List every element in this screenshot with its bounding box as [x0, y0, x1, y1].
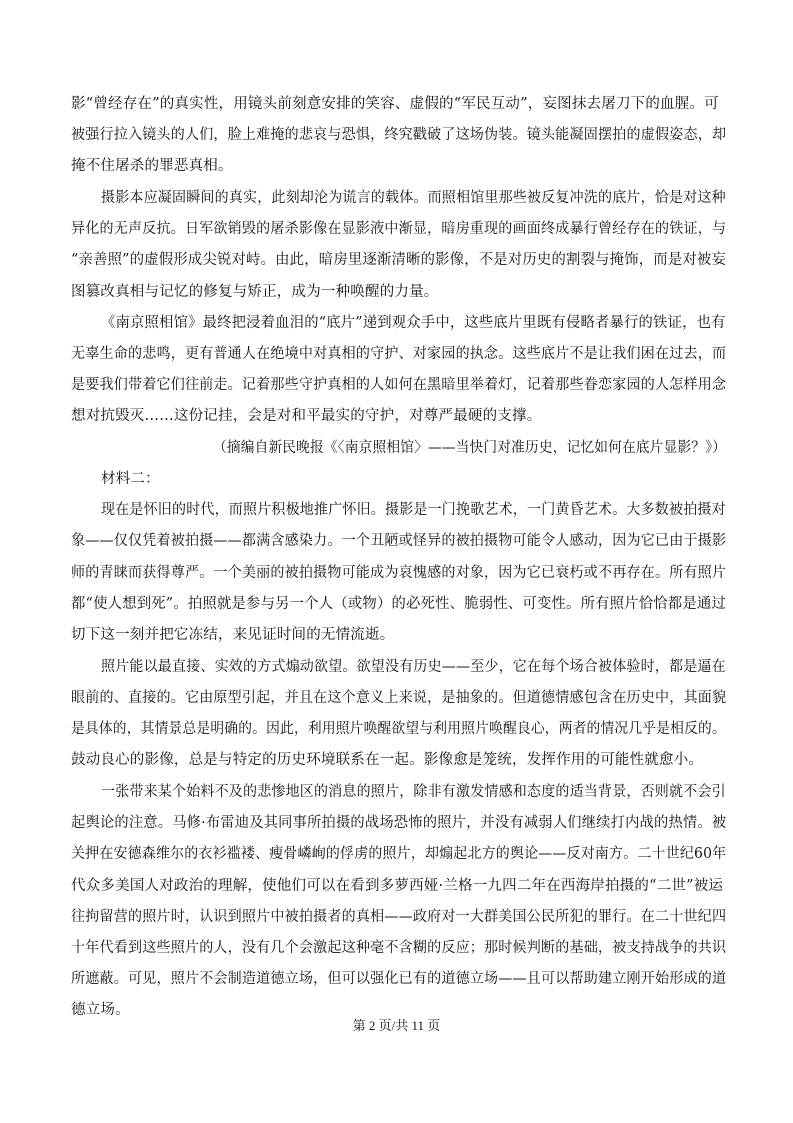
text-line: 影“曾经存在”的真实性，用镜头前刻意安排的笑容、虚假的“军民互动”，妄图抹去屠刀下的血腥。可	[71, 96, 719, 112]
text-line: 所遮蔽。可见，照片不会制造道德立场，但可以强化已有的道德立场——且可以帮助建立刚开始形成的道	[71, 971, 727, 987]
page-number: 第 2 页/共 11 页	[352, 1018, 441, 1033]
text-line: 十年代看到这些照片的人，没有几个会激起这种毫不含糊的反应；那时候判断的基础，被支持战争的共识	[71, 940, 727, 956]
text-line: 被强行拉入镜头的人们，脸上难掩的悲哀与恐惧，终究戳破了这场伪装。镜头能凝固摆拍的虚假姿态，却	[71, 127, 727, 143]
text-line: 一张带来某个始料不及的悲惨地区的消息的照片，除非有激发情感和态度的适当背景，否则就不会引	[101, 784, 726, 800]
text-line: 鼓动良心的影像，总是与特定的历史环境联系在一起。影像愈是笼统，发挥作用的可能性就愈小。	[71, 752, 704, 768]
text-line: 掩不住屠杀的罪恶真相。	[71, 158, 233, 174]
text-line: 象——仅仅凭着被拍摄——都满含感染力。一个丑陋或怪异的被拍摄物可能令人感动，因为它已由于摄影	[71, 533, 727, 549]
text-line: 照片能以最直接、实效的方式煽动欲望。欲望没有历史——至少，它在每个场合被体验时，都是逼在	[101, 659, 726, 675]
text-line: 异化的无声反抗。日军欲销毁的屠杀影像在显影液中渐显，暗房重现的画面终成暴行曾经存在的铁证，与	[71, 221, 727, 237]
text-line: 都“使人想到死”。拍照就是参与另一个人（或物）的必死性、脆弱性、可变性。所有照片恰恰都是通过	[71, 596, 727, 612]
text-line: 现在是怀旧的时代，而照片积极地推广怀旧。摄影是一门挽歌艺术，一门黄昏艺术。大多数被拍摄对	[101, 502, 726, 518]
text-line: 代众多美国人对政治的理解，使他们可以在看到多萝西娅·兰格一九四二年在西海岸拍摄的“二世”被运	[71, 878, 724, 894]
text-line: 是具体的，其情景总是明确的。因此，利用照片唤醒欲望与利用照片唤醒良心，两者的情况几乎是相反的。	[71, 721, 726, 737]
text-line: 德立场。	[71, 1002, 130, 1018]
source-citation: （摘编自新民晚报《〈南京照相馆〉——当快门对准历史，记忆如何在底片显影？》）	[213, 440, 727, 456]
text-line: 无辜生命的悲鸣，更有普通人在绝境中对真相的守护、对家园的执念。这些底片不是让我们困在过去，而	[71, 346, 727, 362]
section-heading: 材料二：	[101, 471, 160, 487]
text-line: “亲善照”的虚假形成尖锐对峙。由此，暗房里逐渐清晰的影像，不是对历史的割裂与掩饰，而是对被妄	[71, 252, 727, 268]
text-line: 图篡改真相与记忆的修复与矫正，成为一种唤醒的力量。	[71, 284, 439, 300]
text-line: 起舆论的注意。马修·布雷迪及其同事所拍摄的战场恐怖的照片，并没有减弱人们继续打内战的热情。被	[71, 815, 727, 831]
text-line: 眼前的、直接的。它由原型引起，并且在这个意义上来说，是抽象的。但道德情感包含在历史中，其面貌	[71, 690, 727, 706]
text-line: 想对抗毁灭……这份记挂，会是对和平最实的守护，对尊严最硬的支撑。	[71, 408, 542, 424]
text-line: 往拘留营的照片时，认识到照片中被拍摄者的真相——政府对一大群美国公民所犯的罪行。在二十世纪四	[71, 909, 727, 925]
text-line: 关押在安德森维尔的衣衫褴褛、瘦骨嶙峋的俘虏的照片，却煽起北方的舆论——反对南方。二十世纪60年	[71, 846, 727, 862]
text-line: 师的青睐而获得尊严。一个美丽的被拍摄物可能成为哀愧感的对象，因为它已衰朽或不再存在。所有照片	[71, 565, 727, 581]
text-line: 切下这一刻并把它冻结，来见证时间的无情流逝。	[71, 627, 395, 643]
text-line: 《南京照相馆》最终把浸着血泪的“底片”递到观众手中，这些底片里既有侵略者暴行的铁证，也有	[101, 315, 726, 331]
text-line: 是要我们带着它们往前走。记着那些守护真相的人如何在黑暗里举着灯，记着那些眷恋家园的人怎样用念	[71, 377, 727, 393]
text-line: 摄影本应凝固瞬间的真实，此刻却沦为谎言的载体。而照相馆里那些被反复冲洗的底片，恰是对这种	[101, 190, 726, 206]
